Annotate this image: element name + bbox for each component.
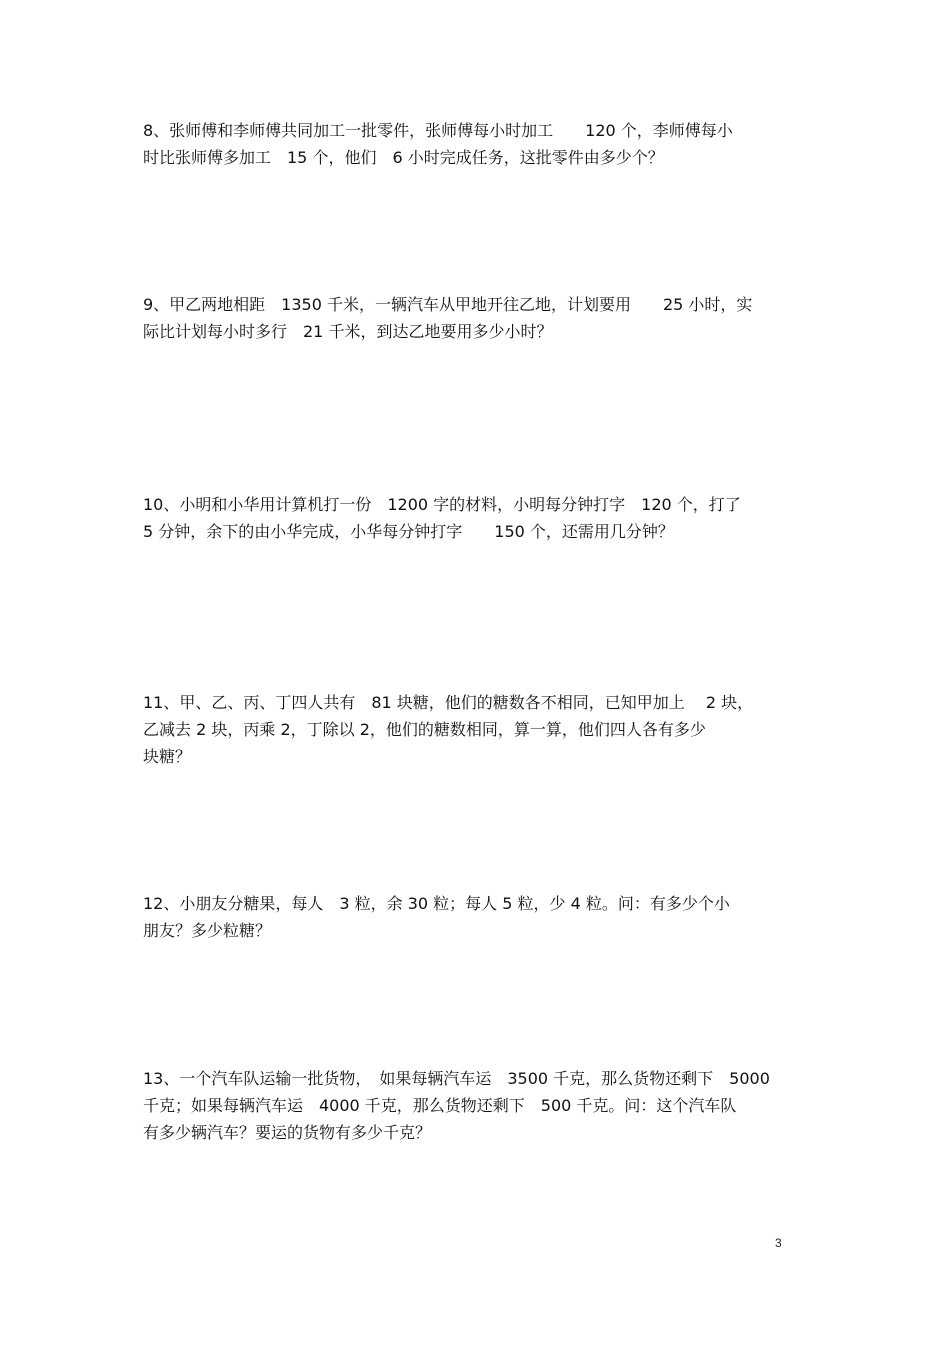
problem-text-line: 乙减去 2 块，丙乘 2，丁除以 2，他们的糖数相同，算一算，他们四人各有多少 xyxy=(143,720,706,739)
problem-text-line: 际比计划每小时多行 21 千米，到达乙地要用多少小时？ xyxy=(143,322,553,341)
problem-text-line: 时比张师傅多加工 15 个，他们 6 小时完成任务，这批零件由多少个？ xyxy=(143,148,664,167)
problem-text-line: 5 分钟，余下的由小华完成，小华每分钟打字 150 个，还需用几分钟？ xyxy=(143,522,674,541)
problem-text-line: 9、甲乙两地相距 1350 千米，一辆汽车从甲地开往乙地，计划要用 25 小时，实 xyxy=(143,295,753,314)
problem-text-line: 8、张师傅和李师傅共同加工一批零件，张师傅每小时加工 120 个，李师傅每小 xyxy=(143,121,733,140)
problem-11 xyxy=(143,689,813,770)
page-number: 3 xyxy=(775,1236,782,1250)
problem-text-line: 朋友？多少粒糖？ xyxy=(143,921,272,940)
problem-text-line: 12、小朋友分糖果，每人 3 粒，余 30 粒；每人 5 粒，少 4 粒。问：有多少个小 xyxy=(143,894,730,913)
problem-text-line: 千克；如果每辆汽车运 4000 千克，那么货物还剩下 500 千克。问：这个汽车队 xyxy=(143,1096,737,1115)
problem-8 xyxy=(143,117,813,171)
problem-text-line: 13、一个汽车队运输一批货物， 如果每辆汽车运 3500 千克，那么货物还剩下 5000 xyxy=(143,1069,770,1088)
problem-12 xyxy=(143,890,813,944)
problem-text-line: 有多少辆汽车？要运的货物有多少千克？ xyxy=(143,1123,432,1142)
problem-13 xyxy=(143,1065,813,1146)
problem-text-line: 块糖？ xyxy=(143,747,192,766)
problem-text-line: 11、甲、乙、丙、丁四人共有 81 块糖，他们的糖数各不相同，已知甲加上 2 块， xyxy=(143,693,754,712)
problem-9 xyxy=(143,291,813,345)
problem-text-line: 10、小明和小华用计算机打一份 1200 字的材料，小明每分钟打字 120 个，打了 xyxy=(143,495,741,514)
problem-10 xyxy=(143,491,813,545)
